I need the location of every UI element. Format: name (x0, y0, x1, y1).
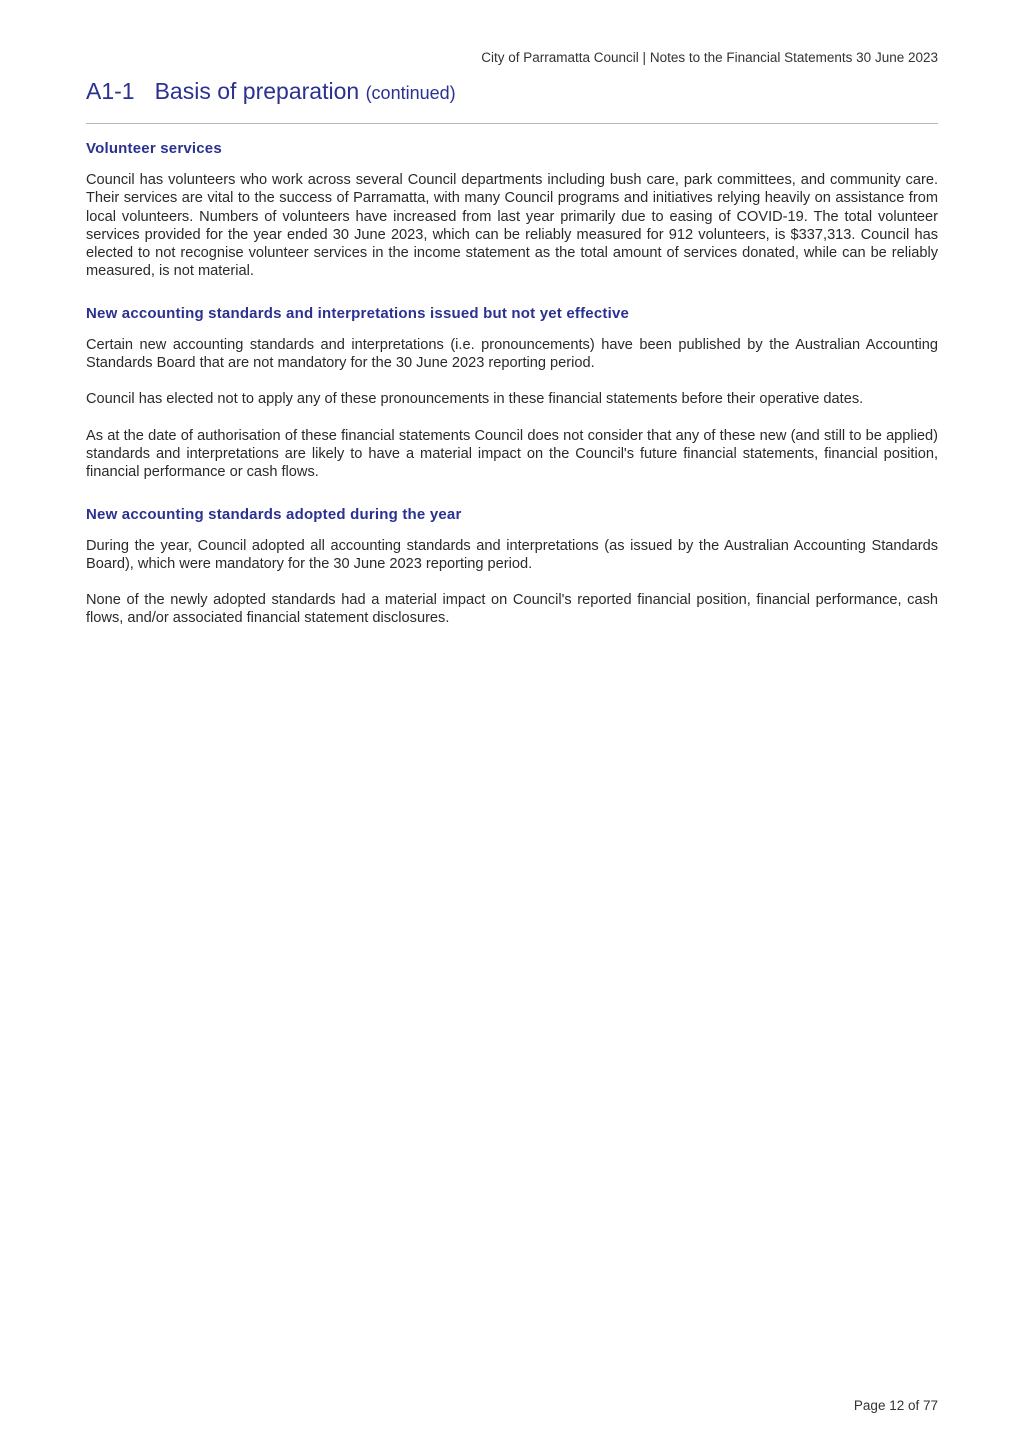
section-standards-adopted (86, 506, 938, 628)
paragraph: Certain new accounting standards and interpretations (i.e. pronouncements) have been published by the Australian Accounting Standards Board that are not mandatory for the 30 June 2023 reporting period. (86, 336, 938, 372)
running-header: City of Parramatta Council | Notes to the Financial Statements 30 June 2023 (481, 50, 938, 65)
paragraph: As at the date of authorisation of these financial statements Council does not consider that any of these new (and still to be applied) standards and interpretations are likely to have a material impact on the Council's future financial statements, financial position, financial performance or cash flows. (86, 427, 938, 481)
page-number: Page 12 of 77 (853, 1398, 938, 1413)
section-heading: New accounting standards adopted during the year (86, 505, 462, 523)
section-heading: New accounting standards and interpretations issued but not yet effective (86, 304, 630, 322)
section-title: Basis of preparation (154, 78, 360, 104)
page-title (86, 78, 456, 105)
paragraph: Council has elected not to apply any of these pronouncements in these financial statements before their operative dates. (86, 391, 864, 408)
paragraph: None of the newly adopted standards had a material impact on Council's reported financial position, financial performance, cash flows, and/or associated financial statement disclosures. (86, 592, 938, 627)
section-volunteer-services (86, 140, 938, 281)
title-divider (86, 123, 938, 124)
paragraph: During the year, Council adopted all accounting standards and interpretations (as issued by the Australian Accounting Standards Board), which were mandatory for the 30 June 2023 reporting period. (86, 537, 938, 572)
continued-label: (continued) (365, 83, 456, 103)
section-heading: Volunteer services (86, 140, 222, 157)
paragraph: Council has volunteers who work across several Council departments including bush care, park committees, and community care. Their services are vital to the success of Parramatta, with many Council programs and initiatives relying heavily on assistance from local volunteers. Numbers of volunteers have increased from last year primarily due to easing of COVID-19. The total volunteer services provided for the year ended 30 June 2023, which can be reliably measured for 912 volunteers, is $337,313. Council has elected to not recognise volunteer services in the income statement as the total amount of services donated, while can be reliably measured, is not material. (86, 172, 938, 280)
section-standards-not-yet-effective (86, 305, 938, 482)
document-body (86, 140, 938, 652)
section-number: A1-1 (86, 78, 135, 104)
